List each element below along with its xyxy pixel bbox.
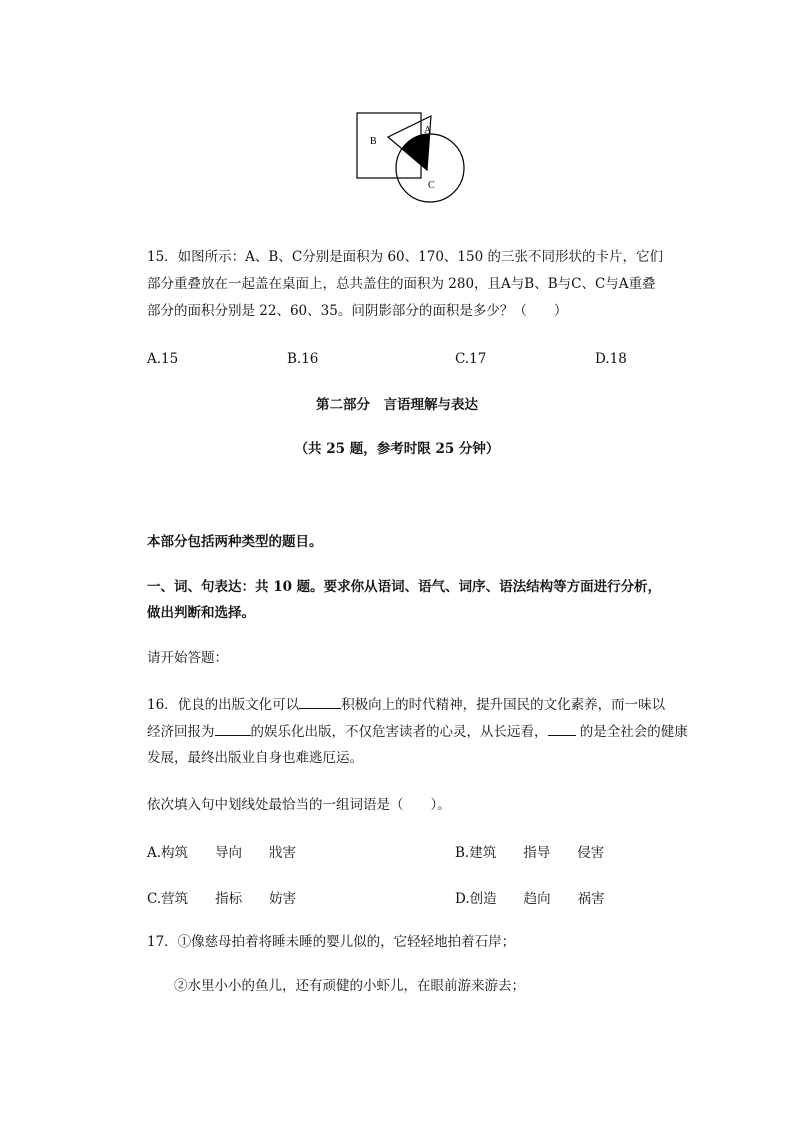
label-c: C: [428, 180, 435, 191]
q16-option-b[interactable]: B.建筑 指导 侵害: [455, 845, 605, 861]
q16-option-d[interactable]: D.创造 趋向 祸害: [455, 891, 605, 907]
q15-line3: 部分的面积分别是 22、60、35。问阴影部分的面积是多少？（ ）: [147, 303, 568, 319]
q16-prompt: 依次填入句中划线处最恰当的一组词语是（ ）。: [147, 797, 451, 813]
intro-line1: 本部分包括两种类型的题目。: [147, 534, 323, 550]
q17-line2: ②水里小小的鱼儿，还有顽健的小虾儿，在眼前游来游去；: [174, 978, 525, 994]
section-title: 第二部分 言语理解与表达: [316, 397, 478, 413]
circle-c: [396, 134, 464, 202]
q16-option-c[interactable]: C.营筑 指标 妨害: [147, 891, 297, 907]
section-subtitle: （共 25 题，参考时限 25 分钟）: [294, 441, 500, 457]
q15-option-c[interactable]: C.17: [455, 351, 487, 367]
q16-text-1b: 积极向上的时代精神，提升国民的文化素养，而一味以: [341, 697, 666, 713]
q15-line1: 15．如图所示：A、B、C分别是面积为 60、170、150 的三张不同形状的卡片，它们: [147, 249, 663, 265]
q16-line1: [147, 694, 665, 715]
label-a: A: [424, 125, 432, 136]
q15-line2: 部分重叠放在一起盖在桌面上，总共盖住的面积为 280，且A与B、B与C、C与A重叠: [147, 276, 656, 292]
q16-text-1a: 16．优良的出版文化可以: [147, 697, 300, 713]
intro-line3: 做出判断和选择。: [147, 605, 255, 621]
q15-option-b[interactable]: B.16: [287, 351, 319, 367]
q16-line2: [147, 721, 688, 742]
overlap-diagram: [350, 108, 475, 208]
q16-option-a[interactable]: A.构筑 导向 戕害: [147, 845, 297, 861]
q15-option-d[interactable]: D.18: [595, 351, 627, 367]
q15-option-a[interactable]: A.15: [147, 351, 179, 367]
q16-line3: 发展，最终出版业自身也难逃厄运。: [147, 750, 363, 766]
q16-text-2b: 的娱乐化出版，不仅危害读者的心灵，从长远看，: [250, 724, 548, 740]
q16-blank-2[interactable]: [215, 721, 251, 736]
q16-text-2c: 的是全社会的健康: [575, 724, 688, 740]
label-b: B: [370, 136, 377, 147]
q16-text-2a: 经济回报为: [147, 724, 215, 740]
start-prompt: 请开始答题：: [147, 650, 228, 666]
q17-line1: 17．①像慈母拍着将睡未睡的婴儿似的，它轻轻地拍着石岸；: [147, 934, 516, 950]
q16-blank-3[interactable]: [548, 721, 576, 736]
q16-blank-1[interactable]: [299, 694, 341, 709]
intro-line2: 一、词、句表达：共 10 题。要求你从语词、语气、词序、语法结构等方面进行分析，: [147, 579, 662, 595]
